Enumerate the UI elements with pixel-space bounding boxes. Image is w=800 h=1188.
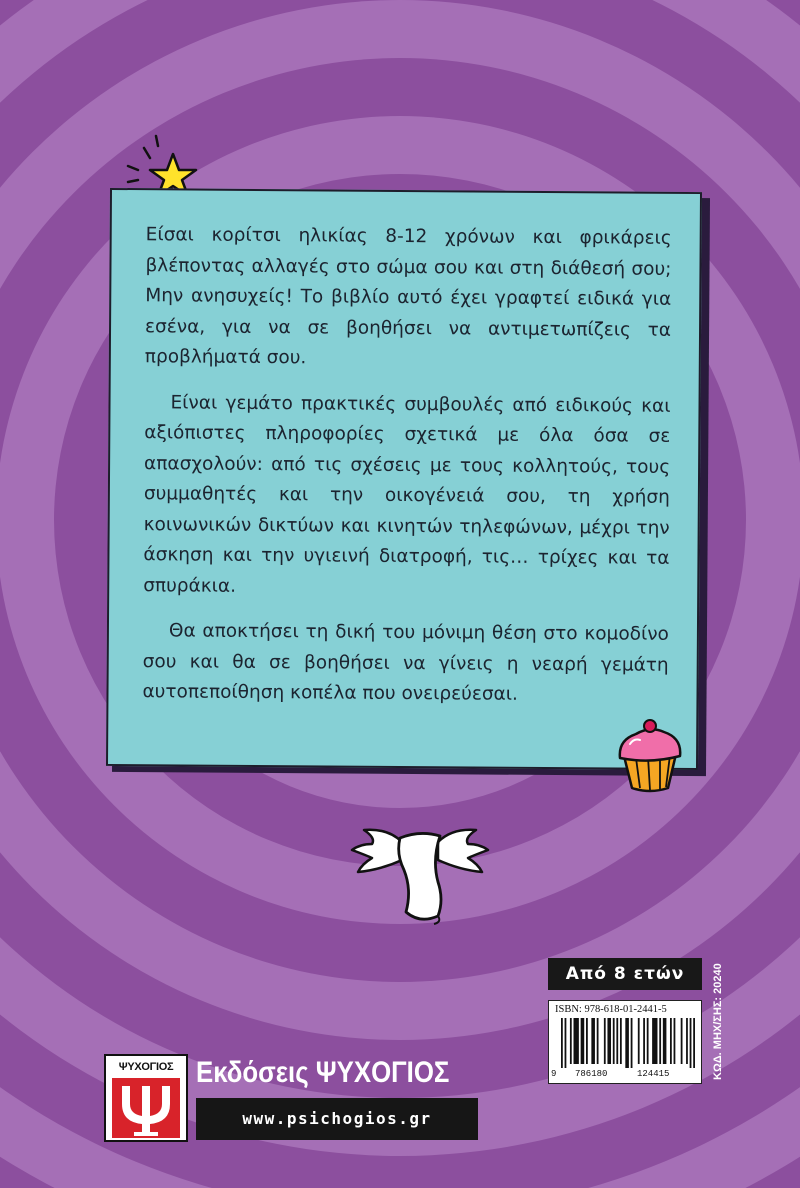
cupcake-icon	[614, 714, 690, 794]
barcode-bar	[659, 1018, 661, 1064]
blurb-text	[142, 220, 671, 726]
barcode-bar	[586, 1018, 588, 1064]
publisher-logo	[104, 1054, 188, 1142]
barcode-bar	[607, 1018, 611, 1064]
blurb-paragraph-2: Είναι γεμάτο πρακτικές συμβουλές από ειδικούς και αξιόπιστες πληροφορίες σχετικά με όλα όσα σε απασχολούν: από τις σχέσεις με τους κολλητούς, τους συμμαθητές και την οικογένειά σου, τη χρήση κοινωνικών δικτύων και κινητών τηλεφώνων, μέχρι την άσκηση και την υγιεινή διατροφή, τις… τρίχες και τα σπυράκια.	[143, 391, 671, 597]
blurb-card	[106, 188, 702, 770]
barcode-bar	[616, 1018, 618, 1064]
barcode-bar	[625, 1018, 629, 1068]
barcode-bar	[570, 1018, 572, 1064]
barcode-bar	[670, 1018, 672, 1064]
barcode-digit-first: 9	[551, 1069, 557, 1079]
barcode-bar	[620, 1018, 622, 1064]
barcode-digits-group-1: 786180	[575, 1069, 608, 1079]
barcode-bar	[681, 1018, 683, 1064]
winged-paper-icon	[350, 820, 490, 930]
barcode-digits-group-2: 124415	[637, 1069, 670, 1079]
barcode-bar	[604, 1018, 606, 1064]
barcode-bar	[652, 1018, 657, 1064]
publisher-logo-text: ΨΥΧΟΓΙΟΣ	[118, 1061, 174, 1073]
barcode-bar	[597, 1018, 599, 1064]
barcode-bar	[674, 1018, 676, 1064]
age-recommendation-badge: Από 8 ετών	[548, 958, 702, 990]
psi-icon	[112, 1078, 180, 1138]
barcode-bar	[561, 1018, 563, 1068]
barcode-bar	[574, 1018, 579, 1064]
blurb-paragraph-1: Είσαι κορίτσι ηλικίας 8-12 χρόνων και φρικάρεις βλέποντας αλλαγές στο σώμα σου και στη διάθεσή σου; Μην ανησυχείς! Το βιβλίο αυτό έχει γραφτεί ειδικά για εσένα, για να σε βοηθήσει να αντιμετωπίζεις τα προβλήματά σου.	[144, 224, 672, 369]
barcode-bar	[631, 1018, 633, 1068]
blurb-paragraph-3: Θα αποκτήσει τη δική του μόνιμη θέση στο κομοδίνο σου και θα σε βοηθήσει να γίνεις η νεαρή γεμάτη αυτοπεποίθηση κοπέλα που ονειρεύεσαι.	[142, 620, 669, 705]
barcode-bar	[638, 1018, 640, 1064]
barcode-block	[548, 1000, 702, 1084]
barcode-bar	[565, 1018, 567, 1068]
isbn-number: ISBN: 978-618-01-2441-5	[555, 1004, 667, 1015]
barcode-bar	[663, 1018, 667, 1064]
publisher-website-link[interactable]: www.psichogios.gr	[196, 1098, 478, 1140]
barcode-bar	[591, 1018, 595, 1064]
publisher-name: Εκδόσεις ΨΥΧΟΓΙΟΣ	[196, 1056, 450, 1089]
barcode-bar	[581, 1018, 585, 1064]
barcode-bar	[690, 1018, 692, 1068]
barcode-bar	[613, 1018, 615, 1064]
product-code: ΚΩΔ. ΜΗΧ/ΣΗΣ: 20240	[712, 963, 724, 1080]
barcode-bar	[643, 1018, 645, 1064]
barcode-bar	[647, 1018, 649, 1064]
barcode-bar	[686, 1018, 688, 1064]
barcode	[561, 1018, 695, 1068]
barcode-bar	[693, 1018, 695, 1068]
